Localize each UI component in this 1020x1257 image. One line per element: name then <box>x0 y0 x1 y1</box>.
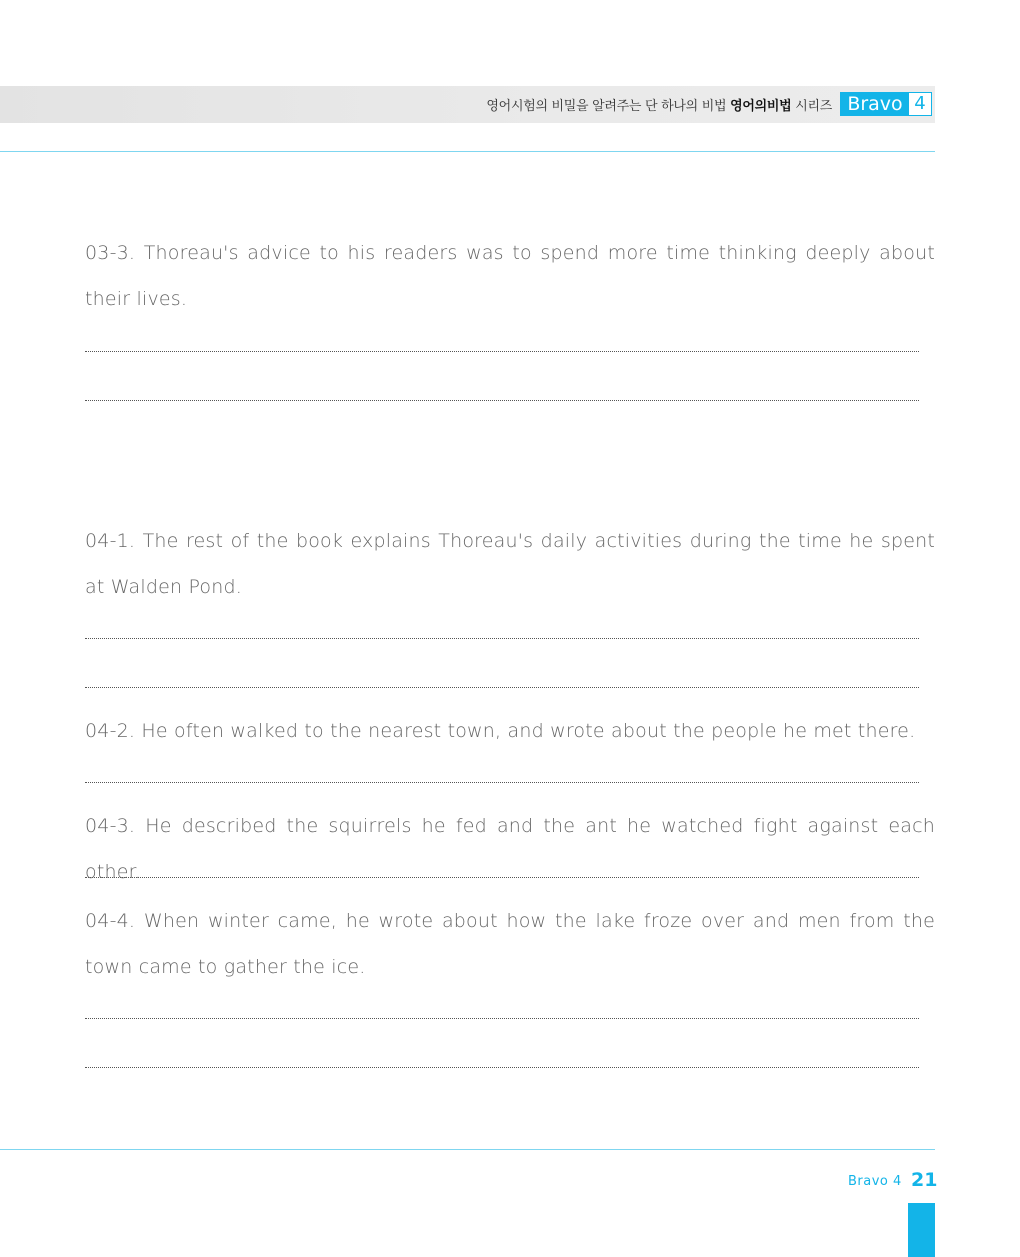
header-divider <box>0 151 935 152</box>
answer-line[interactable] <box>85 351 919 352</box>
brand-name: Bravo <box>841 93 909 115</box>
exercise-04-2: 04-2. He often walked to the nearest town, and wrote about the people he met there. <box>85 720 916 742</box>
header-tagline <box>486 95 832 114</box>
page-tab-marker <box>908 1203 935 1257</box>
header-tagline-text: 영어시험의 비밀을 알려주는 단 하나의 비법 <box>486 99 727 114</box>
exercise-04-4: 04-4. When winter came, he wrote about how the lake froze over and men from the town came to gather the ice. <box>85 910 935 978</box>
answer-line[interactable] <box>85 877 919 878</box>
exercise-04-3: 04-3. He described the squirrels he fed and the ant he watched fight against each other. <box>85 815 935 883</box>
answer-line[interactable] <box>85 638 919 639</box>
page-number: 21 <box>911 1169 938 1191</box>
exercise-03-3: 03-3. Thoreau's advice to his readers was to spend more time thinking deeply about their lives. <box>85 242 935 310</box>
answer-line[interactable] <box>85 687 919 688</box>
exercise-04-1: 04-1. The rest of the book explains Thoreau's daily activities during the time he spent at Walden Pond. <box>85 530 935 598</box>
footer-divider <box>0 1149 935 1150</box>
footer-brand: Bravo 4 <box>848 1174 902 1189</box>
answer-line[interactable] <box>85 400 919 401</box>
header-series-name: 영어의비법 <box>730 99 792 114</box>
answer-line[interactable] <box>85 1018 919 1019</box>
answer-line[interactable] <box>85 1067 919 1068</box>
header-series-suffix: 시리즈 <box>795 99 832 114</box>
brand-volume: 4 <box>914 93 926 114</box>
answer-line[interactable] <box>85 782 919 783</box>
brand-logo <box>840 92 932 116</box>
